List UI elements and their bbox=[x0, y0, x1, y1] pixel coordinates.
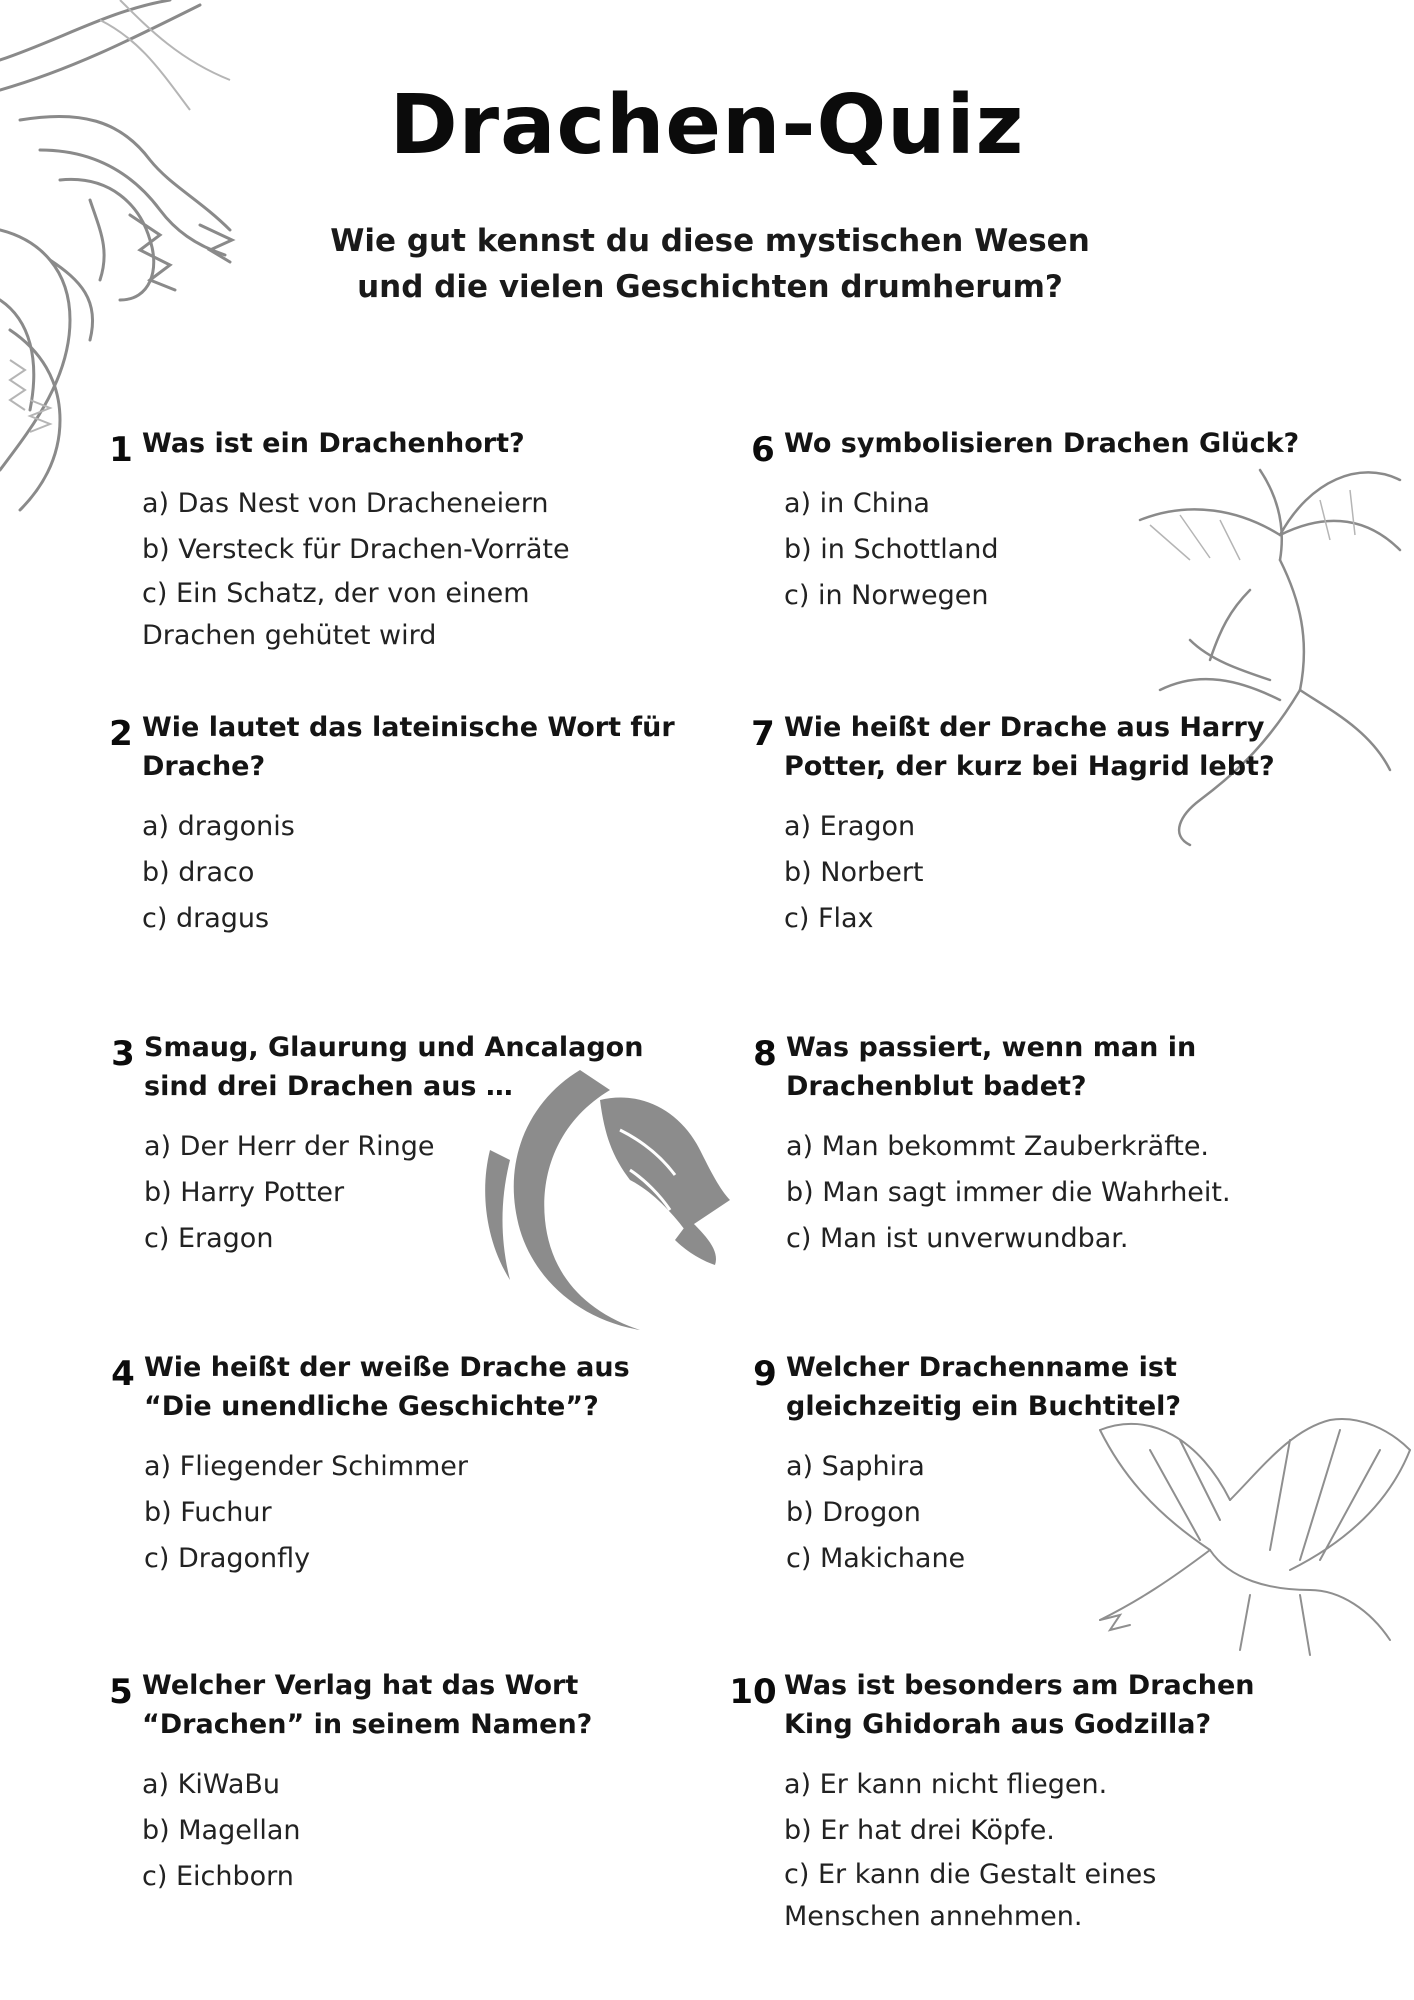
question-text: Smaug, Glaurung und Ancalagon sind drei Drachen aus … bbox=[144, 1032, 644, 1102]
answer-option[interactable]: c) Er kann die Gestalt eines Menschen annehmen. bbox=[784, 1859, 1157, 1932]
question-text: Was ist besonders am Drachen King Ghidorah aus Godzilla? bbox=[784, 1670, 1255, 1740]
question-number: 4 bbox=[111, 1354, 135, 1394]
question-number: 2 bbox=[109, 714, 133, 754]
answer-option[interactable]: c) Flax bbox=[784, 903, 874, 934]
question-text: Wie heißt der weiße Drache aus “Die unendliche Geschichte”? bbox=[144, 1352, 630, 1422]
answer-option[interactable]: b) Harry Potter bbox=[144, 1177, 345, 1208]
question-text: Was ist ein Drachenhort? bbox=[142, 428, 525, 459]
question-3 bbox=[111, 1028, 664, 1262]
question-text: Wie lautet das lateinische Wort für Drache? bbox=[142, 712, 675, 782]
page-title: Drachen-Quiz bbox=[389, 78, 1025, 173]
answer-option[interactable]: b) in Schottland bbox=[784, 534, 999, 565]
answer-option[interactable]: a) Eragon bbox=[784, 811, 916, 842]
answer-option[interactable]: b) Er hat drei Köpfe. bbox=[784, 1815, 1055, 1846]
subtitle bbox=[270, 218, 1150, 310]
subtitle-line-2: und die vielen Geschichten drumherum? bbox=[357, 269, 1063, 305]
answer-option[interactable]: a) in China bbox=[784, 488, 930, 519]
question-4 bbox=[111, 1348, 664, 1582]
question-number: 1 bbox=[109, 430, 133, 470]
question-9 bbox=[753, 1348, 1306, 1582]
question-number: 9 bbox=[753, 1354, 777, 1394]
question-text: Welcher Drachenname ist gleichzeitig ein Buchtitel? bbox=[786, 1352, 1182, 1422]
question-number: 6 bbox=[751, 430, 775, 470]
answer-option[interactable]: b) Magellan bbox=[142, 1815, 301, 1846]
question-text: Welcher Verlag hat das Wort “Drachen” in seinem Namen? bbox=[142, 1670, 593, 1740]
answer-option[interactable]: c) Eragon bbox=[144, 1223, 274, 1254]
question-number: 5 bbox=[109, 1672, 133, 1712]
answer-option[interactable]: a) Der Herr der Ringe bbox=[144, 1131, 435, 1162]
question-text: Wie heißt der Drache aus Harry Potter, der kurz bei Hagrid lebt? bbox=[784, 712, 1275, 782]
question-text: Wo symbolisieren Drachen Glück? bbox=[784, 428, 1300, 459]
answer-option[interactable]: b) Fuchur bbox=[144, 1497, 272, 1528]
answer-option[interactable]: b) Norbert bbox=[784, 857, 924, 888]
question-1 bbox=[109, 424, 642, 657]
answer-option[interactable]: b) Versteck für Drachen-Vorräte bbox=[142, 534, 570, 565]
question-2 bbox=[109, 708, 682, 942]
answer-option[interactable]: a) Er kann nicht fliegen. bbox=[784, 1769, 1108, 1800]
answer-option[interactable]: a) dragonis bbox=[142, 811, 295, 842]
question-number: 3 bbox=[111, 1034, 135, 1074]
subtitle-line-1: Wie gut kennst du diese mystischen Wesen bbox=[330, 223, 1090, 259]
question-number: 10 bbox=[729, 1672, 777, 1712]
answer-option[interactable]: c) Man ist unverwundbar. bbox=[786, 1223, 1129, 1254]
answer-option[interactable]: a) Fliegender Schimmer bbox=[144, 1451, 469, 1482]
question-8 bbox=[753, 1028, 1306, 1262]
answer-option[interactable]: c) Ein Schatz, der von einem Drachen gehütet wird bbox=[142, 578, 530, 651]
answer-option[interactable]: a) Das Nest von Dracheneiern bbox=[142, 488, 549, 519]
question-5 bbox=[109, 1666, 642, 1900]
answer-option[interactable]: c) Makichane bbox=[786, 1543, 966, 1574]
question-text: Was passiert, wenn man in Drachenblut badet? bbox=[786, 1032, 1197, 1102]
answer-option[interactable]: c) dragus bbox=[142, 903, 270, 934]
question-6 bbox=[751, 424, 1304, 619]
question-number: 7 bbox=[751, 714, 775, 754]
question-number: 8 bbox=[753, 1034, 777, 1074]
question-10 bbox=[729, 1666, 1304, 1938]
answer-option[interactable]: b) Man sagt immer die Wahrheit. bbox=[786, 1177, 1231, 1208]
answer-option[interactable]: a) Saphira bbox=[786, 1451, 925, 1482]
question-7 bbox=[751, 708, 1304, 942]
answer-option[interactable]: c) Eichborn bbox=[142, 1861, 294, 1892]
answer-option[interactable]: c) in Norwegen bbox=[784, 580, 989, 611]
answer-option[interactable]: b) Drogon bbox=[786, 1497, 921, 1528]
answer-option[interactable]: c) Dragonfly bbox=[144, 1543, 311, 1574]
answer-option[interactable]: a) KiWaBu bbox=[142, 1769, 281, 1800]
answer-option[interactable]: a) Man bekommt Zauberkräfte. bbox=[786, 1131, 1210, 1162]
answer-option[interactable]: b) draco bbox=[142, 857, 255, 888]
